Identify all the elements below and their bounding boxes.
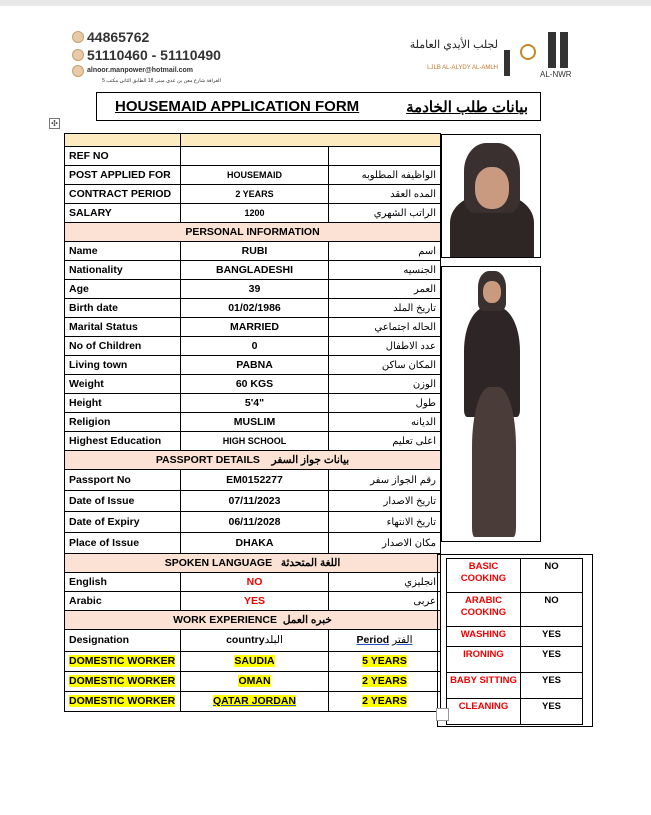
cell-label: POST APPLIED FOR (65, 166, 181, 185)
experience-heading (65, 611, 441, 630)
cell-value: EM0152277 (181, 470, 329, 491)
cell-ar: المكان ساكن (329, 356, 441, 375)
cell-ar: اسم (329, 242, 441, 261)
logo-mark-text: AL-NWR (540, 70, 572, 79)
cell-label: Place of Issue (65, 533, 181, 554)
cell-ar: عدد الاطفال (329, 337, 441, 356)
cell-country (181, 652, 329, 672)
skill-value: YES (521, 699, 583, 725)
passport-heading (65, 451, 441, 470)
cell-ar: الحاله اجتماعي (329, 318, 441, 337)
cell-designation (65, 672, 181, 692)
cell-value: RUBI (181, 242, 329, 261)
skill-row (447, 593, 583, 627)
cell-label: Passport No (65, 470, 181, 491)
cell-ar: عربى (329, 592, 441, 611)
cell-country (181, 672, 329, 692)
cell-ar: تاريخ الاصدار (329, 491, 441, 512)
table-row (65, 512, 441, 533)
company-logo (409, 32, 579, 80)
experience-heading-en: WORK EXPERIENCE (173, 613, 277, 626)
cell-value: 5'4" (181, 394, 329, 413)
phone: 44865762 (87, 29, 150, 45)
table-row (65, 394, 441, 413)
table-row (65, 573, 441, 592)
experience-row (65, 652, 441, 672)
contact-block (72, 28, 221, 85)
experience-designation: DOMESTIC WORKER (69, 675, 176, 687)
table-row (65, 375, 441, 394)
cell-ar: الوزن (329, 375, 441, 394)
cell-value: 60 KGS (181, 375, 329, 394)
logo-arabic: لجلب الأيدي العاملة (409, 39, 498, 51)
title-arabic: بيانات طلب الخادمة (406, 98, 528, 116)
skill-value: YES (521, 647, 583, 673)
passport-heading-en: PASSPORT DETAILS (155, 453, 260, 466)
experience-country: QATAR JORDAN (212, 695, 297, 707)
cell-ar: الجنسيه (329, 261, 441, 280)
cell-period (329, 672, 441, 692)
cell-value: HIGH SCHOOL (181, 432, 329, 451)
cell-ar: رقم الجواز سفر (329, 470, 441, 491)
skill-row (447, 699, 583, 725)
col-country: country (226, 634, 265, 646)
cell-value: MUSLIM (181, 413, 329, 432)
cell-value: 1200 (181, 204, 329, 223)
cell-value: PABNA (181, 356, 329, 375)
cell-value: 06/11/2028 (181, 512, 329, 533)
cell-value: 07/11/2023 (181, 491, 329, 512)
experience-country: SAUDIA (234, 655, 275, 667)
cell-ar: تاريخ الانتهاء (329, 512, 441, 533)
experience-designation: DOMESTIC WORKER (69, 655, 176, 667)
cell-value: 2 YEARS (181, 185, 329, 204)
skill-value: YES (521, 673, 583, 699)
cell-ar: تاريخ الملد (329, 299, 441, 318)
table-row (65, 318, 441, 337)
address: الغرافة شارع معن بن عدي مبنى 18 الطابق الثاني مكتب 5 (102, 78, 221, 84)
cell-ar (329, 147, 441, 166)
cell-label: No of Children (65, 337, 181, 356)
table-move-handle-icon[interactable]: ✣ (49, 118, 60, 129)
cell-value (181, 147, 329, 166)
mobile-icon (72, 49, 84, 61)
experience-designation: DOMESTIC WORKER (69, 695, 176, 707)
experience-country: OMAN (238, 675, 271, 687)
logo-english: LJLB AL-ALYDY AL-AMLH (427, 65, 498, 71)
skill-value: NO (521, 559, 583, 593)
cell-label: Date of Expiry (65, 512, 181, 533)
cell-designation (65, 692, 181, 712)
experience-period: 2 YEARS (362, 675, 407, 687)
cell-ar: طول (329, 394, 441, 413)
table-row (65, 166, 441, 185)
cell-designation (65, 652, 181, 672)
skill-name: BASIC COOKING (447, 559, 521, 593)
cell-label: Height (65, 394, 181, 413)
table-row (65, 491, 441, 512)
cell-value: DHAKA (181, 533, 329, 554)
table-row (65, 533, 441, 554)
cell-ar: انجليزي (329, 573, 441, 592)
skill-row (447, 559, 583, 593)
col-period-ar: الفتر (392, 634, 413, 646)
col-country-ar: البلد (264, 634, 283, 646)
email: alnoor.manpower@hotmail.com (87, 67, 194, 74)
skill-name: WASHING (447, 627, 521, 647)
table-row (65, 432, 441, 451)
cell-label: Nationality (65, 261, 181, 280)
skills-table (446, 558, 583, 725)
cell-value: YES (181, 592, 329, 611)
passport-heading-ar: بيانات جواز السفر (271, 453, 350, 466)
skill-name: BABY SITTING (447, 673, 521, 699)
table-resize-handle[interactable] (436, 708, 449, 721)
cell-value: 0 (181, 337, 329, 356)
portrait-photo (441, 134, 541, 258)
skill-name: CLEANING (447, 699, 521, 725)
cell-label: CONTRACT PERIOD (65, 185, 181, 204)
cell-label: Name (65, 242, 181, 261)
phone-icon (72, 31, 84, 43)
cell-value: 01/02/1986 (181, 299, 329, 318)
experience-heading-ar: خبره العمل (282, 613, 332, 626)
experience-period: 5 YEARS (362, 655, 407, 667)
cell-ar: الراتب الشهري (329, 204, 441, 223)
cell-label: Arabic (65, 592, 181, 611)
col-designation: Designation (65, 630, 181, 652)
logo-mark-icon (504, 32, 574, 80)
cell-ar: العمر (329, 280, 441, 299)
cell-ar: الديانه (329, 413, 441, 432)
cell-ar: الواظيفه المطلوبه (329, 166, 441, 185)
cell-label: Marital Status (65, 318, 181, 337)
cell-label: REF NO (65, 147, 181, 166)
cell-ar: مكان الاصدار (329, 533, 441, 554)
skill-value: YES (521, 627, 583, 647)
skill-row (447, 627, 583, 647)
cell-label: Weight (65, 375, 181, 394)
experience-row (65, 692, 441, 712)
band-row (65, 134, 441, 147)
skill-name: ARABIC COOKING (447, 593, 521, 627)
skill-row (447, 647, 583, 673)
table-row (65, 470, 441, 491)
cell-label: Age (65, 280, 181, 299)
table-row (65, 280, 441, 299)
mobiles: 51110460 - 51110490 (87, 47, 221, 63)
experience-period: 2 YEARS (362, 695, 407, 707)
cell-period (329, 652, 441, 672)
cell-ar: المده العقد (329, 185, 441, 204)
cell-label: Birth date (65, 299, 181, 318)
table-row (65, 242, 441, 261)
cell-ar: اعلى تعليم (329, 432, 441, 451)
table-row (65, 261, 441, 280)
personal-heading: PERSONAL INFORMATION (65, 223, 441, 242)
table-row (65, 592, 441, 611)
table-row (65, 356, 441, 375)
cell-label: Living town (65, 356, 181, 375)
email-icon (72, 65, 84, 77)
application-table (64, 133, 441, 712)
col-period: Period (356, 634, 390, 646)
cell-label: Religion (65, 413, 181, 432)
full-body-photo (441, 266, 541, 542)
cell-value: MARRIED (181, 318, 329, 337)
table-row (65, 413, 441, 432)
cell-label: Highest Education (65, 432, 181, 451)
page-edge (0, 0, 651, 6)
cell-value: NO (181, 573, 329, 592)
language-heading-ar: اللغة المتحدثة (280, 556, 341, 569)
table-row (65, 204, 441, 223)
title-english: HOUSEMAID APPLICATION FORM (115, 98, 360, 115)
table-row (65, 147, 441, 166)
cell-value: BANGLADESHI (181, 261, 329, 280)
table-row (65, 299, 441, 318)
cell-label: English (65, 573, 181, 592)
skills-box (437, 554, 593, 727)
skill-row (447, 673, 583, 699)
experience-row (65, 672, 441, 692)
skill-value: NO (521, 593, 583, 627)
cell-value: 39 (181, 280, 329, 299)
cell-label: Date of Issue (65, 491, 181, 512)
cell-label: SALARY (65, 204, 181, 223)
cell-period (329, 692, 441, 712)
form-title (96, 92, 541, 121)
cell-value: HOUSEMAID (181, 166, 329, 185)
language-heading-en: SPOKEN LANGUAGE (164, 556, 273, 569)
skill-name: IRONING (447, 647, 521, 673)
cell-country (181, 692, 329, 712)
table-row (65, 337, 441, 356)
language-heading (65, 554, 441, 573)
table-row (65, 185, 441, 204)
experience-header-row (65, 630, 441, 652)
